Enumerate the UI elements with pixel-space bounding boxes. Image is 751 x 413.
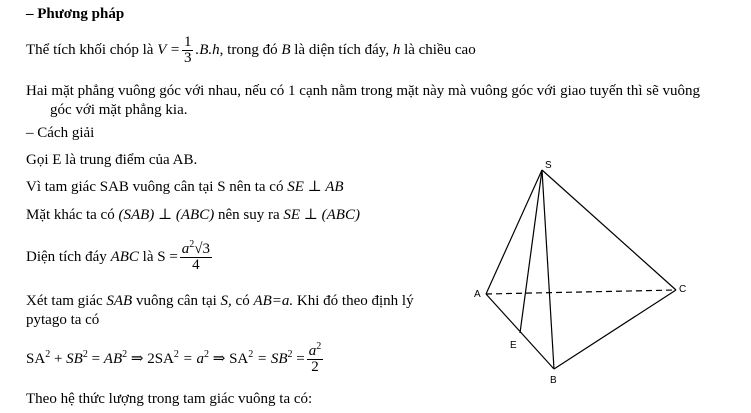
text: Vì tam giác SAB vuông cân tại S nên ta có bbox=[26, 179, 288, 195]
perpendicular-planes-rule: Hai mặt phẳng vuông góc với nhau, nếu có 1 cạnh nằm trong mặt này mà vuông góc với giao tuyến thì sẽ vuông bbox=[26, 83, 701, 99]
label-b: B bbox=[550, 375, 557, 386]
math: = SB bbox=[253, 351, 288, 367]
exponent: 2 bbox=[122, 349, 128, 360]
text: Diện tích đáy bbox=[26, 249, 111, 265]
text: có bbox=[231, 293, 254, 309]
text: là S = bbox=[138, 249, 178, 265]
edge-sb bbox=[542, 170, 554, 369]
label-c: C bbox=[679, 284, 687, 295]
op: = bbox=[292, 351, 305, 367]
exponent: 2 bbox=[82, 349, 88, 360]
exponent: 2 bbox=[173, 349, 179, 360]
exponent: 2 bbox=[189, 239, 195, 251]
exponent: 2 bbox=[45, 349, 51, 360]
math: SE ⊥ AB bbox=[287, 179, 344, 195]
text: nên suy ra bbox=[214, 207, 284, 223]
math: ABC bbox=[110, 249, 139, 265]
text: , trong đó bbox=[219, 42, 282, 58]
perpendicular-planes-rule-cont: góc với mặt phẳng kia. bbox=[50, 102, 188, 118]
edge-ac-hidden bbox=[486, 290, 676, 294]
math: AB bbox=[103, 351, 123, 367]
step-relations: Theo hệ thức lượng trong tam giác vuông ta có: bbox=[26, 391, 313, 407]
text: Mặt khác ta có bbox=[26, 207, 119, 223]
solution-heading: – Cách giải bbox=[26, 125, 95, 141]
text: Khi đó theo định lý bbox=[293, 293, 414, 309]
math: SA bbox=[26, 351, 46, 367]
formula-lhs: V = bbox=[157, 42, 180, 58]
method-heading: – Phương pháp bbox=[26, 6, 125, 22]
var: a bbox=[308, 343, 317, 360]
edge-sc bbox=[542, 170, 676, 290]
math: AB=a. bbox=[253, 293, 294, 309]
text: là chiều cao bbox=[400, 42, 476, 58]
step-midpoint: Gọi E là trung điểm của AB. bbox=[26, 152, 198, 168]
formula-rhs: .B.h bbox=[195, 42, 220, 58]
math: (SAB) ⊥ (ABC) bbox=[118, 207, 215, 223]
text: Xét tam giác bbox=[26, 293, 107, 309]
math: S, bbox=[220, 293, 232, 309]
edge-ab bbox=[486, 294, 554, 369]
exponent: 2 bbox=[316, 341, 322, 353]
label-s: S bbox=[545, 160, 552, 171]
math: ⇒ SA bbox=[209, 351, 249, 367]
text: là diện tích đáy, bbox=[290, 42, 393, 58]
text: Thể tích khối chóp là bbox=[26, 42, 158, 58]
step-pythagoras-cont: pytago ta có bbox=[26, 312, 100, 328]
denominator: 4 bbox=[192, 257, 200, 274]
exponent: 2 bbox=[248, 349, 254, 360]
math: SE ⊥ (ABC) bbox=[283, 207, 360, 223]
label-e: E bbox=[510, 340, 517, 351]
op: + bbox=[50, 351, 67, 367]
var: B bbox=[281, 42, 291, 58]
denominator: 2 bbox=[311, 359, 319, 376]
denominator: 3 bbox=[183, 50, 192, 67]
text: vuông cân tại bbox=[132, 293, 221, 309]
math: = a bbox=[178, 351, 204, 367]
numerator: 1 bbox=[183, 34, 192, 51]
edge-bc bbox=[554, 290, 676, 369]
op: = bbox=[87, 351, 104, 367]
exponent: 2 bbox=[204, 349, 209, 360]
var: h bbox=[392, 42, 401, 58]
label-a: A bbox=[474, 289, 481, 300]
math: ⇒ 2SA bbox=[127, 351, 174, 367]
math: SAB bbox=[106, 293, 133, 309]
exponent: 2 bbox=[287, 349, 293, 360]
math: SB bbox=[66, 351, 83, 367]
root: √3 bbox=[194, 241, 211, 258]
var: a bbox=[181, 241, 190, 258]
